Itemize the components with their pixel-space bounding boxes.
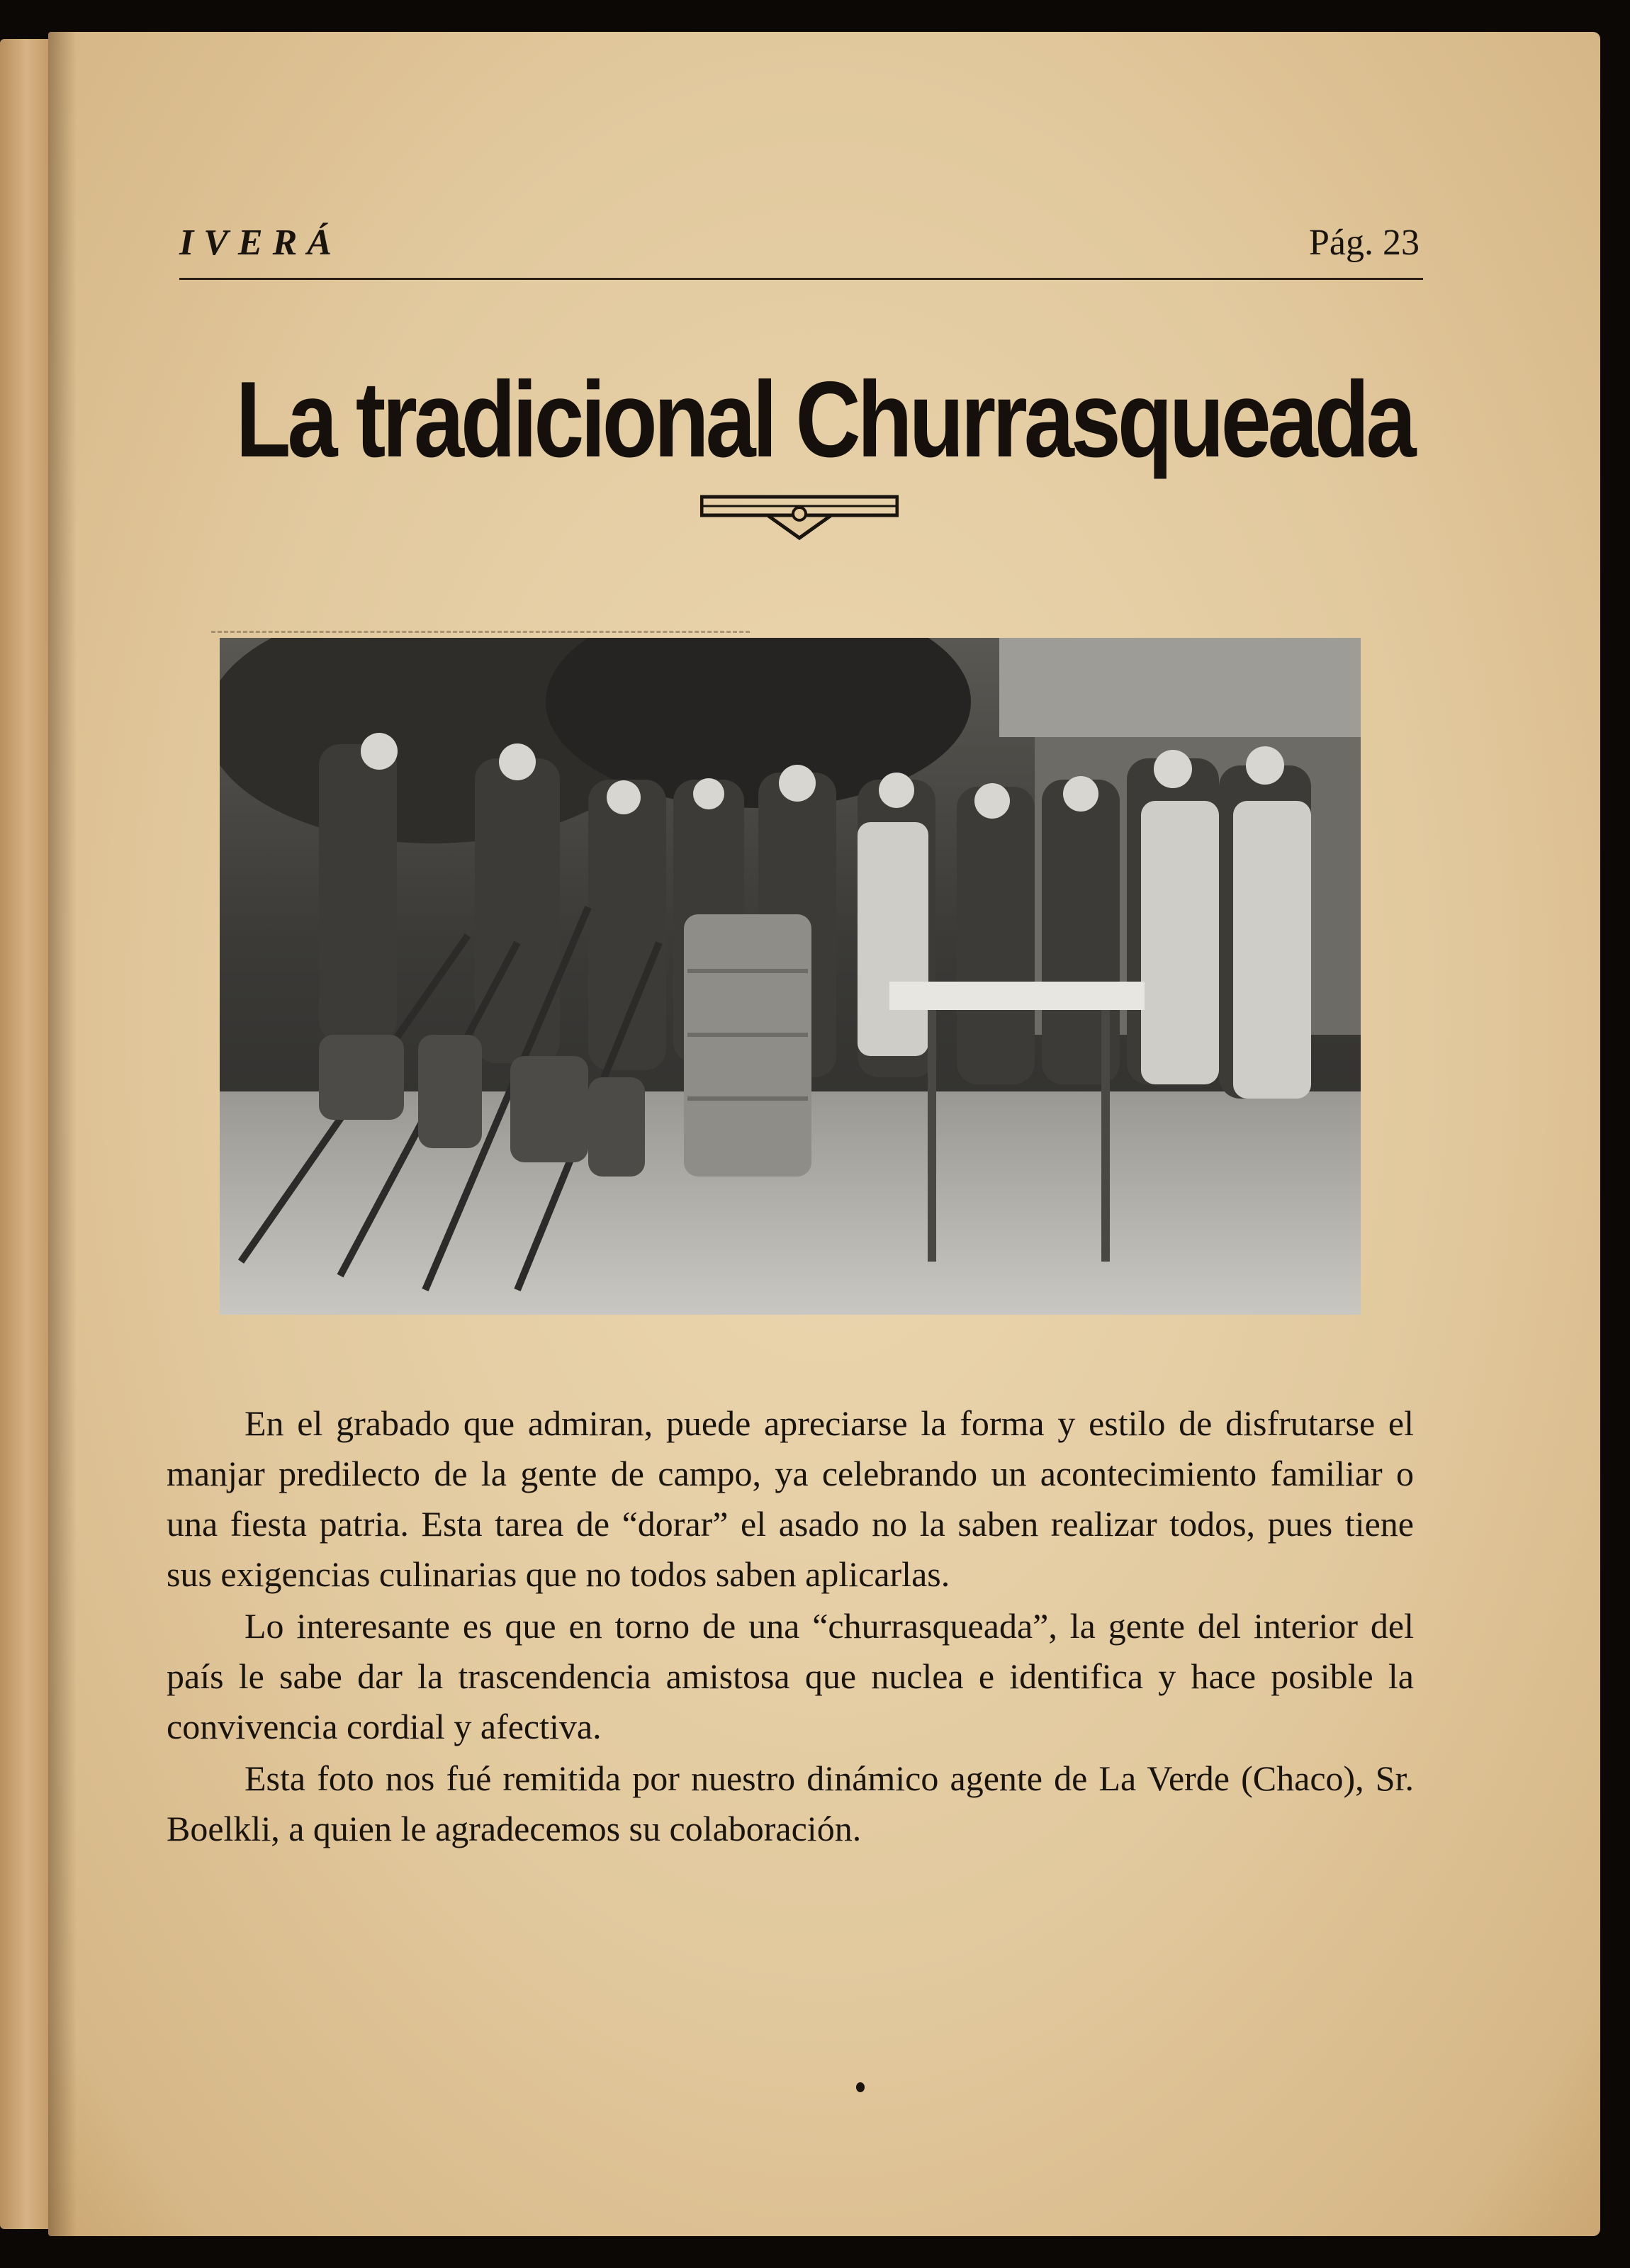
gutter-shadow bbox=[48, 32, 77, 2236]
paragraph: Lo interesante es que en torno de una “churrasqueada”, la gente del interior del país le sabe dar la trascendencia amistosa que nuclea e identifica y hace posible la convivencia cordial y afectiva. bbox=[167, 1606, 1414, 1746]
magazine-page bbox=[48, 32, 1600, 2236]
book-spine-edge bbox=[0, 39, 48, 2229]
churrasqueada-photo bbox=[220, 638, 1361, 1315]
paragraph: En el grabado que admiran, puede apreciarse la forma y estilo de disfrutarse el manjar predilecto de la gente de campo, ya celebrando un acontecimiento familiar o una fiesta patria. Esta tarea de “dorar” el asado no la saben realizar todos, pues tiene sus exigencias culinarias que no todos saben aplicarlas. bbox=[167, 1403, 1414, 1594]
article-body bbox=[167, 1398, 1414, 1856]
photo-icon bbox=[220, 638, 1361, 1315]
faint-rule bbox=[211, 631, 750, 633]
header-rule bbox=[179, 278, 1423, 280]
ornament-divider-icon bbox=[700, 493, 899, 542]
article-title: La tradicional Churrasqueada bbox=[235, 359, 1413, 480]
ink-speck bbox=[856, 2082, 865, 2092]
publication-name: IVERÁ bbox=[179, 223, 342, 263]
page-number: Pág. 23 bbox=[1309, 223, 1420, 263]
paragraph: Esta foto nos fué remitida por nuestro dinámico agente de La Verde (Chaco), Sr. Boelkli, a quien le agradecemos su colaboración. bbox=[167, 1758, 1414, 1848]
